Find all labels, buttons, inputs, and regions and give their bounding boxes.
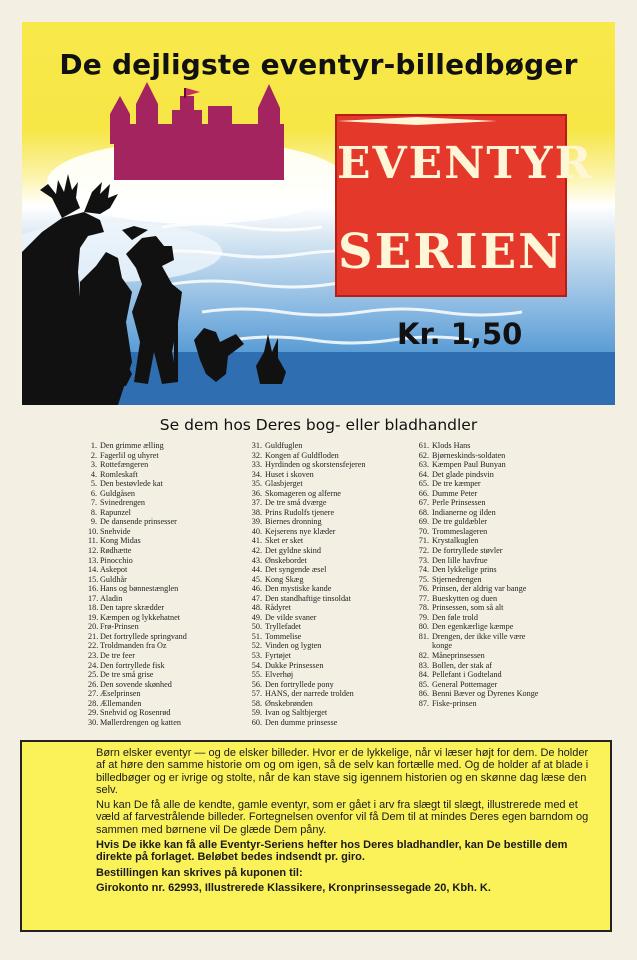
list-item-number: 16. bbox=[88, 584, 99, 594]
list-item-number: 85. bbox=[418, 679, 429, 689]
list-item-title: Benni Bæver og Dyrenes Konge bbox=[432, 689, 539, 699]
list-item-number: 19. bbox=[88, 612, 99, 622]
info-paragraph-address: Girokonto nr. 62993, Illustrerede Klassikere, Kronprinsessegade 20, Kbh. K. bbox=[96, 881, 491, 894]
list-item bbox=[88, 632, 187, 642]
list-item-title: HANS, der narrede trolden bbox=[265, 689, 354, 699]
list-item-number: 56. bbox=[251, 679, 262, 689]
list-item-title: Den tapre skrædder bbox=[100, 603, 165, 613]
list-heading: Se dem hos Deres bog- eller bladhandler bbox=[159, 416, 478, 434]
list-item-number: 8. bbox=[90, 507, 97, 517]
list-item bbox=[418, 536, 538, 546]
list-item-number: 13. bbox=[88, 555, 99, 565]
list-item-number: 66. bbox=[418, 488, 429, 498]
list-item-title: Elverhøj bbox=[265, 670, 294, 680]
title-list-column-3 bbox=[418, 441, 538, 708]
list-item-number: 58. bbox=[251, 698, 262, 708]
list-item-title: Bollen, der stak af bbox=[432, 660, 493, 670]
list-item bbox=[418, 546, 538, 556]
list-item-number: 77. bbox=[418, 593, 429, 603]
list-item bbox=[251, 479, 366, 489]
list-item-title: Den egenkærlige kæmpe bbox=[432, 622, 514, 632]
list-item bbox=[88, 575, 187, 585]
list-item-title: Kong Skæg bbox=[265, 574, 304, 584]
list-item-number: 49. bbox=[251, 612, 262, 622]
list-item bbox=[88, 479, 187, 489]
list-item bbox=[418, 508, 538, 518]
list-item-number: 18. bbox=[88, 603, 99, 613]
price-label: Kr. 1,50 bbox=[397, 317, 523, 351]
list-item-number: 61. bbox=[418, 441, 429, 450]
list-item bbox=[88, 556, 187, 566]
list-item-title: Rapunzel bbox=[100, 507, 131, 517]
list-item bbox=[88, 622, 187, 632]
list-item bbox=[418, 661, 538, 671]
list-item bbox=[88, 584, 187, 594]
list-item-number: 27. bbox=[88, 689, 99, 699]
list-item-title: Kæmpen Paul Bunyan bbox=[432, 460, 506, 470]
list-item-number: 50. bbox=[251, 622, 262, 632]
list-item-number: 75. bbox=[418, 574, 429, 584]
list-item-title: Kongen af Guldfloden bbox=[265, 450, 339, 460]
info-box bbox=[20, 740, 612, 932]
list-item bbox=[418, 565, 538, 575]
list-item-title: Den standhaftige tinsoldat bbox=[265, 593, 351, 603]
list-item-title: Pellefant i Godteland bbox=[432, 670, 502, 680]
list-item bbox=[251, 470, 366, 480]
list-item-title: Det glade pindsvin bbox=[432, 469, 494, 479]
list-item-title: Det gyldne skind bbox=[265, 546, 321, 556]
list-item-title: Bjørneskinds-soldaten bbox=[432, 450, 506, 460]
list-item-number: 14. bbox=[88, 565, 99, 575]
list-item bbox=[251, 622, 366, 632]
list-item bbox=[418, 699, 538, 709]
list-item-title: Guldhår bbox=[100, 574, 127, 584]
list-item bbox=[88, 451, 187, 461]
list-item-number: 48. bbox=[251, 603, 262, 613]
list-item-number: 78. bbox=[418, 603, 429, 613]
list-item bbox=[251, 498, 366, 508]
list-item-number: 53. bbox=[251, 651, 262, 661]
list-item bbox=[88, 565, 187, 575]
list-item-number: 30. bbox=[88, 717, 99, 727]
list-item-number: 12. bbox=[88, 546, 99, 556]
list-item bbox=[88, 536, 187, 546]
list-item-title: Pinocchio bbox=[100, 555, 133, 565]
list-item bbox=[88, 470, 187, 480]
list-item-number: 4. bbox=[90, 469, 97, 479]
info-paragraph-coupon: Bestillingen kan skrives på kuponen til: bbox=[96, 866, 303, 879]
list-item-number: 9. bbox=[90, 517, 97, 527]
list-item bbox=[88, 517, 187, 527]
list-item-number: 45. bbox=[251, 574, 262, 584]
list-item bbox=[251, 603, 366, 613]
list-item-title: Kejserens nye klæder bbox=[265, 526, 336, 536]
list-item bbox=[251, 546, 366, 556]
list-item-number: 55. bbox=[251, 670, 262, 680]
list-item-title: Dumme Peter bbox=[432, 488, 478, 498]
list-item bbox=[88, 670, 187, 680]
list-item-title: Det fortryllede springvand bbox=[100, 631, 187, 641]
list-item-number: 43. bbox=[251, 555, 262, 565]
list-item-title: Kæmpen og lykkehatnet bbox=[100, 612, 181, 622]
list-item-number: 51. bbox=[251, 631, 262, 641]
list-item-title: Den grimme ælling bbox=[100, 441, 164, 450]
list-item bbox=[418, 670, 538, 680]
list-item-title: Glasbjerget bbox=[265, 479, 303, 489]
list-item-number: 22. bbox=[88, 641, 99, 651]
list-item-number: 79. bbox=[418, 612, 429, 622]
list-item-number: 28. bbox=[88, 698, 99, 708]
info-paragraph-order: Hvis De ikke kan få alle Eventyr-Seriens hefter hos Deres bladhandler, kan De bestille dem direkte på forlaget. Beløbet bedes indsendt pr. giro. bbox=[96, 839, 568, 864]
list-item bbox=[251, 489, 366, 499]
list-item bbox=[251, 527, 366, 537]
list-item bbox=[88, 718, 187, 728]
list-item-number: 33. bbox=[251, 460, 262, 470]
list-item bbox=[88, 689, 187, 699]
list-item-title: Tryllefadet bbox=[265, 622, 302, 632]
list-item-title: Guldgåsen bbox=[100, 488, 136, 498]
list-item bbox=[418, 680, 538, 690]
list-item-title: Rødhætte bbox=[100, 546, 132, 556]
list-item bbox=[88, 603, 187, 613]
poster-headline: De dejligste eventyr-billedbøger bbox=[59, 48, 578, 81]
list-item-title: Dukke Prinsessen bbox=[265, 660, 324, 670]
poster-illustration bbox=[22, 22, 615, 405]
list-item bbox=[418, 689, 538, 699]
list-item-number: 34. bbox=[251, 469, 262, 479]
list-item-number: 62. bbox=[418, 450, 429, 460]
list-item-number: 2. bbox=[90, 450, 97, 460]
list-item-number: 80. bbox=[418, 622, 429, 632]
list-item-title: Prinsen, der aldrig var bange bbox=[432, 584, 527, 594]
list-item-title: Biernes dronning bbox=[265, 517, 322, 527]
list-item bbox=[251, 536, 366, 546]
list-item-number: 40. bbox=[251, 526, 262, 536]
list-item-title: Troldmanden fra Oz bbox=[100, 641, 167, 651]
list-item-title: Den sovende skønhed bbox=[100, 679, 172, 689]
list-item-title: Møllerdrengen og katten bbox=[100, 717, 181, 727]
list-item-title: Snehvid og Rosenrød bbox=[100, 708, 171, 718]
list-item bbox=[88, 641, 187, 651]
list-item-title: Tommelise bbox=[265, 631, 302, 641]
list-item-title: Klods Hans bbox=[432, 441, 471, 450]
list-item-title: Ællemanden bbox=[100, 698, 142, 708]
list-item-title: Måneprinsessen bbox=[432, 651, 485, 661]
list-item-title: Fiske-prinsen bbox=[432, 698, 477, 708]
list-item bbox=[418, 594, 538, 604]
list-item-title: Askepot bbox=[100, 565, 128, 575]
list-item-title: Frø-Prinsen bbox=[100, 622, 139, 632]
list-item-title: Hyrdinden og skorstensfejeren bbox=[265, 460, 366, 470]
list-item-title: Æselprinsen bbox=[100, 689, 141, 699]
list-item-number: 31. bbox=[251, 441, 262, 450]
list-item bbox=[251, 708, 366, 718]
ornament-divider-icon bbox=[337, 116, 497, 126]
list-item-title: Det syngende æsel bbox=[265, 565, 327, 575]
list-item bbox=[418, 451, 538, 461]
list-item-number: 74. bbox=[418, 565, 429, 575]
title-list-column-1 bbox=[88, 441, 187, 727]
list-item-title: De tre små grise bbox=[100, 670, 154, 680]
series-title-line1: EVENTYR bbox=[337, 138, 594, 189]
series-title-line2: SERIEN bbox=[337, 224, 565, 280]
list-item-number: 11. bbox=[88, 536, 98, 546]
list-item-number: 29. bbox=[88, 708, 99, 718]
list-item bbox=[251, 680, 366, 690]
list-item bbox=[88, 546, 187, 556]
list-item-title: Svinedrengen bbox=[100, 498, 146, 508]
list-item bbox=[418, 498, 538, 508]
castle-icon bbox=[110, 82, 284, 180]
list-item-number: 39. bbox=[251, 517, 262, 527]
list-item bbox=[418, 556, 538, 566]
list-item bbox=[418, 527, 538, 537]
list-item bbox=[88, 708, 187, 718]
list-item-number: 46. bbox=[251, 584, 262, 594]
list-item bbox=[88, 680, 187, 690]
list-item-title: konge bbox=[432, 641, 453, 651]
list-item-number: 86. bbox=[418, 689, 429, 699]
list-item-title: Stjernedrengen bbox=[432, 574, 482, 584]
list-item bbox=[418, 470, 538, 480]
list-item-number: 82. bbox=[418, 651, 429, 661]
list-item bbox=[251, 689, 366, 699]
list-item bbox=[418, 641, 538, 651]
list-item-title: Bueskytten og duen bbox=[432, 593, 498, 603]
list-item-number: 60. bbox=[251, 717, 262, 727]
list-item-number: 41. bbox=[251, 536, 262, 546]
list-item-title: Prinsessen, som så alt bbox=[432, 603, 504, 613]
list-item bbox=[251, 575, 366, 585]
list-item-number: 71. bbox=[418, 536, 429, 546]
list-item bbox=[418, 489, 538, 499]
list-item-number: 84. bbox=[418, 670, 429, 680]
list-item bbox=[88, 489, 187, 499]
list-item-number: 1. bbox=[90, 441, 97, 450]
list-item bbox=[251, 613, 366, 623]
list-item-number: 21. bbox=[88, 631, 99, 641]
list-item bbox=[88, 498, 187, 508]
list-item bbox=[251, 718, 366, 728]
list-item-title: Den fortryllede fisk bbox=[100, 660, 165, 670]
list-item-title: Sket er sket bbox=[265, 536, 304, 546]
list-item-number: 76. bbox=[418, 584, 429, 594]
list-item-title: Den mystiske kande bbox=[265, 584, 332, 594]
list-item-number: 35. bbox=[251, 479, 262, 489]
list-item-title: De tre feer bbox=[100, 651, 135, 661]
list-item-title: Perle Prinsessen bbox=[432, 498, 486, 508]
list-item-title: Huset i skoven bbox=[265, 469, 314, 479]
list-item-title: Guldfuglen bbox=[265, 441, 303, 450]
list-item-number: 63. bbox=[418, 460, 429, 470]
list-item-number: 72. bbox=[418, 546, 429, 556]
list-item-number: 10. bbox=[88, 526, 99, 536]
list-item-title: General Pottemager bbox=[432, 679, 498, 689]
list-item-number: 57. bbox=[251, 689, 262, 699]
list-item bbox=[251, 565, 366, 575]
list-item-number: 25. bbox=[88, 670, 99, 680]
list-item-title: Ønskebrønden bbox=[265, 698, 313, 708]
list-item-number: 42. bbox=[251, 546, 262, 556]
list-item bbox=[251, 508, 366, 518]
list-item bbox=[418, 479, 538, 489]
list-item-title: Drengen, der ikke ville være bbox=[432, 631, 526, 641]
list-item-number: 37. bbox=[251, 498, 262, 508]
list-item-title: De vilde svaner bbox=[265, 612, 317, 622]
list-item-title: Fagerlil og uhyret bbox=[100, 450, 159, 460]
list-item bbox=[418, 603, 538, 613]
list-item bbox=[251, 661, 366, 671]
list-item-title: Ønskebordet bbox=[265, 555, 307, 565]
list-item bbox=[251, 441, 366, 451]
list-item bbox=[251, 460, 366, 470]
list-item-title: De tre små dværge bbox=[265, 498, 327, 508]
list-item bbox=[88, 460, 187, 470]
list-item-title: Den fortryllede pony bbox=[265, 679, 334, 689]
list-item bbox=[418, 651, 538, 661]
list-item bbox=[251, 651, 366, 661]
list-item bbox=[251, 641, 366, 651]
list-item-title: Hans og bønnestænglen bbox=[100, 584, 179, 594]
list-item-title: Den lykkelige prins bbox=[432, 565, 497, 575]
list-item bbox=[251, 584, 366, 594]
list-item-title: Romleskaft bbox=[100, 469, 138, 479]
list-item-number: 32. bbox=[251, 450, 262, 460]
list-item bbox=[251, 451, 366, 461]
list-item-title: Snehvide bbox=[100, 526, 131, 536]
list-item bbox=[88, 661, 187, 671]
info-paragraph-offer: Nu kan De få alle de kendte, gamle eventyr, som er gået i arv fra slægt til slægt, illustrerede med et væld af farvestrålende billeder. Fortegnelsen ovenfor vil få Dem til at mindes Deres egen barndom og sammen med børnene vil De glæde Dem påny. bbox=[96, 799, 589, 836]
list-item bbox=[418, 441, 538, 451]
info-paragraph-intro: Børn elsker eventyr — og de elsker billeder. Hvor er de lykkelige, når vi læser højt for dem. De holder af at høre den samme historie om og om igen, så de selv kan fortælle med. Og de holder af at blade i billedbøger og er ivrige og stolte, når de kan stave sig igennem historien og en skønne dag læse den selv. bbox=[96, 747, 589, 796]
list-item-number: 70. bbox=[418, 526, 429, 536]
list-item-number: 68. bbox=[418, 507, 429, 517]
list-item bbox=[418, 584, 538, 594]
list-item-title: Kong Midas bbox=[100, 536, 141, 546]
list-item bbox=[418, 575, 538, 585]
list-item bbox=[251, 594, 366, 604]
list-item-title: De tre kæmper bbox=[432, 479, 481, 489]
list-item-number: 54. bbox=[251, 660, 262, 670]
list-item-number: 20. bbox=[88, 622, 99, 632]
list-item-number: 73. bbox=[418, 555, 429, 565]
list-item-number: 87. bbox=[418, 698, 429, 708]
list-item-number: 23. bbox=[88, 651, 99, 661]
list-item bbox=[418, 613, 538, 623]
list-item-number: 59. bbox=[251, 708, 262, 718]
list-item-number: 24. bbox=[88, 660, 99, 670]
list-item-title: Skomageren og alferne bbox=[265, 488, 341, 498]
list-item-number: 65. bbox=[418, 479, 429, 489]
list-item-title: Den føle trold bbox=[432, 612, 478, 622]
list-item-title: Indianerne og ilden bbox=[432, 507, 496, 517]
list-item-number: 64. bbox=[418, 469, 429, 479]
list-item-title: Den bestøvlede kat bbox=[100, 479, 163, 489]
list-item-number: 44. bbox=[251, 565, 262, 575]
list-item bbox=[88, 527, 187, 537]
list-item bbox=[251, 556, 366, 566]
title-list-column-2 bbox=[251, 441, 366, 727]
list-item bbox=[88, 651, 187, 661]
list-item-number: 6. bbox=[90, 488, 97, 498]
list-item-title: Aladin bbox=[100, 593, 123, 603]
list-item-number: 38. bbox=[251, 507, 262, 517]
list-item-title: Den dumme prinsesse bbox=[265, 717, 338, 727]
list-item-title: De tre guldæbler bbox=[432, 517, 488, 527]
list-item-number: 5. bbox=[90, 479, 97, 489]
list-item bbox=[88, 441, 187, 451]
list-item-title: De dansende prinsesser bbox=[100, 517, 177, 527]
list-item bbox=[251, 699, 366, 709]
list-item-title: De fortryllede støvler bbox=[432, 546, 503, 556]
list-item-title: Krystalkuglen bbox=[432, 536, 479, 546]
list-item-number: 17. bbox=[88, 593, 99, 603]
list-item bbox=[418, 517, 538, 527]
list-item-number: 15. bbox=[88, 574, 99, 584]
list-item-title: Fyrtøjet bbox=[265, 651, 291, 661]
list-item bbox=[251, 632, 366, 642]
list-item-number: 47. bbox=[251, 593, 262, 603]
list-item bbox=[418, 632, 538, 642]
list-item-title: Trommeslageren bbox=[432, 526, 488, 536]
list-item-number: 83. bbox=[418, 660, 429, 670]
list-item-number: 7. bbox=[90, 498, 97, 508]
list-item bbox=[88, 613, 187, 623]
list-item-title: Den lille havfrue bbox=[432, 555, 488, 565]
list-item bbox=[251, 517, 366, 527]
list-item-number: 81. bbox=[418, 631, 429, 641]
list-item-title: Ivan og Saltbjerget bbox=[265, 708, 328, 718]
list-item-number: 3. bbox=[90, 460, 97, 470]
eventyr-serien-logo bbox=[335, 114, 594, 297]
list-item bbox=[418, 460, 538, 470]
list-item-number: 69. bbox=[418, 517, 429, 527]
list-item bbox=[88, 699, 187, 709]
list-item bbox=[251, 670, 366, 680]
list-item-number: 26. bbox=[88, 679, 99, 689]
list-item-title: Vinden og lygten bbox=[265, 641, 322, 651]
list-item-number: 67. bbox=[418, 498, 429, 508]
list-item bbox=[418, 622, 538, 632]
list-item-title: Rottefængeren bbox=[100, 460, 149, 470]
list-item-title: Rådyret bbox=[265, 603, 291, 613]
list-item-title: Prins Rudolfs tjenere bbox=[265, 507, 335, 517]
list-item bbox=[88, 594, 187, 604]
list-item-number: 52. bbox=[251, 641, 262, 651]
list-item-number: 36. bbox=[251, 488, 262, 498]
list-item bbox=[88, 508, 187, 518]
